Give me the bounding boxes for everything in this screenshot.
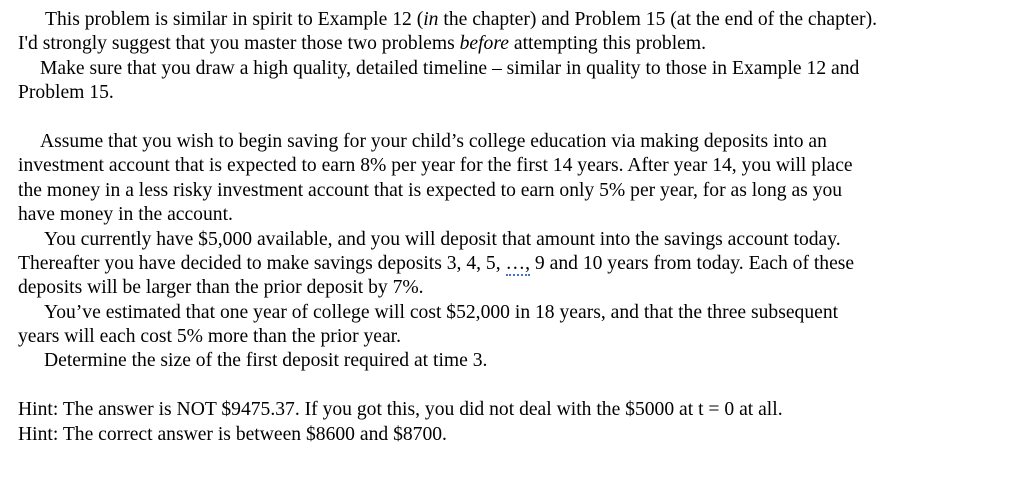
- intro-line-3: Make sure that you draw a high quality, detailed timeline – similar in quality to those in Example 12 and: [40, 57, 860, 79]
- hint-2: Hint: The correct answer is between $8600 and $8700.: [18, 423, 447, 445]
- problem-line-4: have money in the account.: [18, 204, 233, 226]
- italic-run-1: before: [459, 33, 509, 55]
- deposit-schedule-text-b: 9 and 10 years from today. Each of these: [530, 252, 855, 274]
- problem-line-2: investment account that is expected to earn 8% per year for the first 14 years. After year 14, you will place: [18, 155, 853, 177]
- intro-line-1: [18, 8, 1018, 32]
- hint-1: Hint: The answer is NOT $9475.37. If you got this, you did not deal with the $5000 at t = 0 at all.: [18, 399, 783, 421]
- deposit-schedule-text-a: Thereafter you have decided to make savings deposits 3, 4, 5,: [18, 252, 506, 274]
- ellipsis-mark: …,: [505, 252, 531, 274]
- paragraph-gap: [18, 106, 1018, 130]
- problem-line-5: You currently have $5,000 available, and you will deposit that amount into the savings account today.: [44, 228, 841, 250]
- problem-line-1: Assume that you wish to begin saving for your child’s college education via making deposits into an: [40, 130, 827, 152]
- text-run-2: attempting this problem.: [508, 33, 706, 55]
- text-run-0: This problem is similar in spirit to Example 12 (: [45, 9, 424, 30]
- text-run-2: the chapter) and Problem 15 (at the end of the chapter).: [438, 9, 877, 30]
- paragraph-gap: [18, 374, 1018, 398]
- intro-line-4: Problem 15.: [18, 82, 114, 104]
- intro-line-2: [18, 32, 1018, 56]
- problem-line-9: years will each cost 5% more than the prior year.: [18, 326, 402, 348]
- italic-run-1: in: [423, 9, 439, 30]
- document: [18, 8, 1018, 447]
- problem-line-8: You’ve estimated that one year of college will cost $52,000 in 18 years, and that the three subsequent: [44, 301, 839, 323]
- problem-line-6: [18, 252, 1018, 276]
- problem-line-7: deposits will be larger than the prior deposit by 7%.: [18, 277, 424, 299]
- text-run-0: I'd strongly suggest that you master those two problems: [18, 33, 460, 55]
- problem-line-3: the money in a less risky investment account that is expected to earn only 5% per year, for as long as you: [18, 179, 843, 201]
- question-line: Determine the size of the first deposit required at time 3.: [44, 350, 488, 372]
